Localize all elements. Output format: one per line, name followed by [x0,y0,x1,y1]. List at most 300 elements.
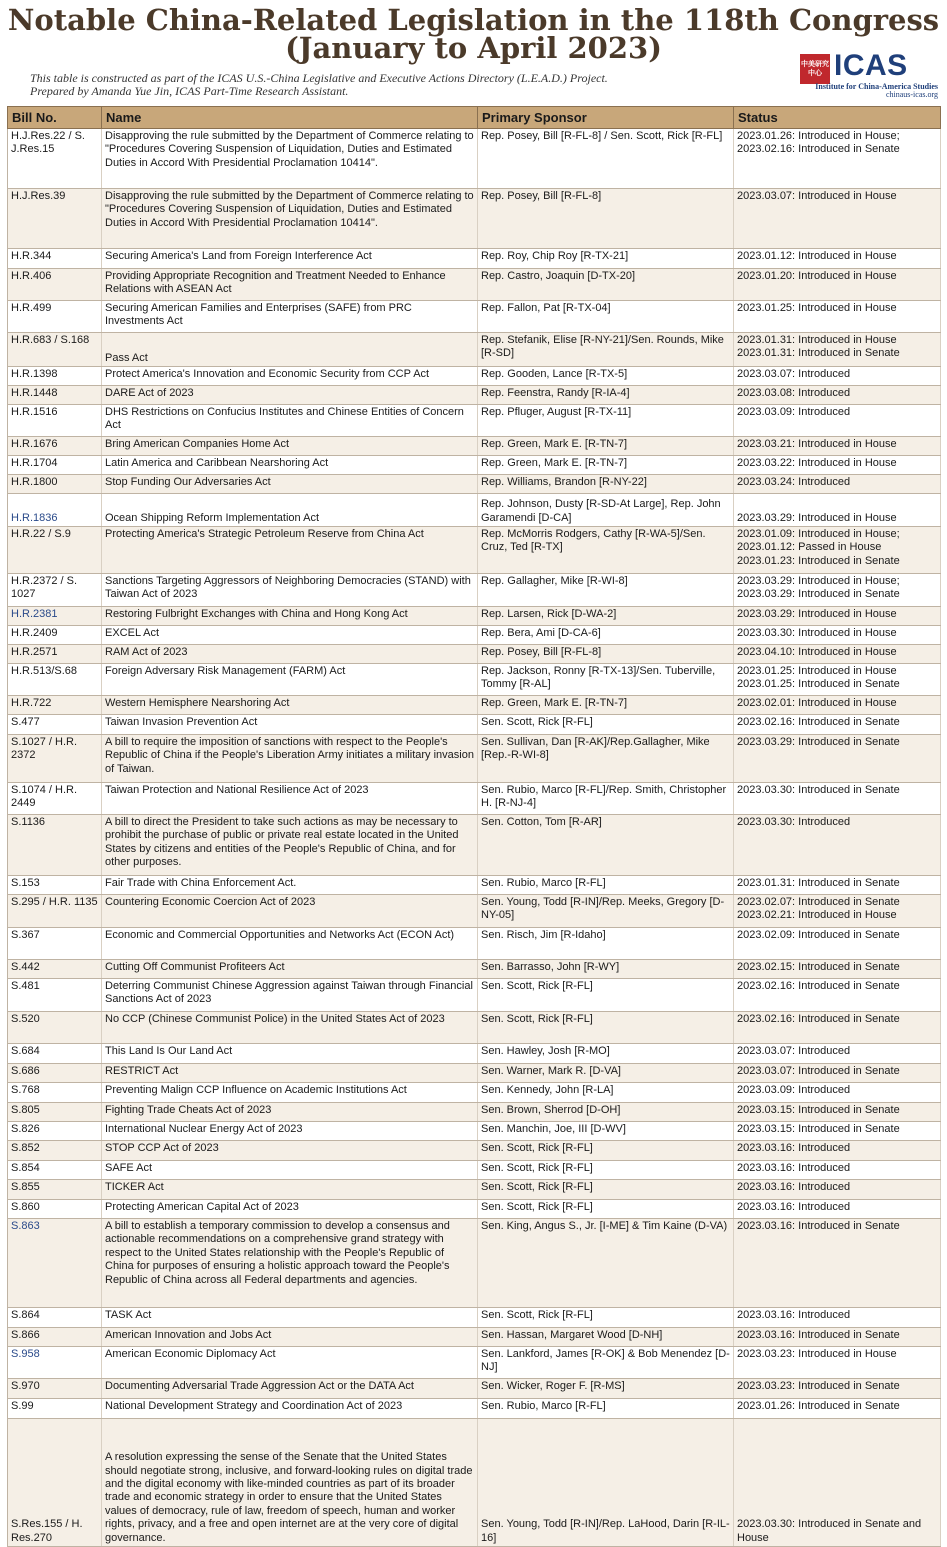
table-row [8,527,941,574]
column-header-primary-sponsor: Primary Sponsor [478,107,734,129]
bill-name-cell: Fair Trade with China Enforcement Act. [102,876,478,895]
sponsor-cell: Rep. Green, Mark E. [R-TN-7] [478,437,734,456]
table-row [8,1200,941,1219]
sponsor-cell: Sen. Kennedy, John [R-LA] [478,1083,734,1103]
column-header-name: Name [102,107,478,129]
status-entry: 2023.03.08: Introduced [737,387,851,399]
bill-number-cell: S.99 [8,1399,102,1419]
status-cell [734,1347,941,1379]
sponsor-cell: Sen. Brown, Sherrod [D-OH] [478,1103,734,1122]
table-row [8,960,941,979]
bill-number-cell: H.R.499 [8,301,102,333]
status-cell [734,301,941,333]
status-entry: 2023.01.25: Introduced in House [737,665,897,677]
table-row [8,301,941,333]
status-entry: 2023.03.24: Introduced [737,476,851,488]
status-cell [734,527,941,574]
sponsor-cell: Sen. Scott, Rick [R-FL] [478,715,734,735]
sponsor-cell: Sen. Hawley, Josh [R-MO] [478,1044,734,1064]
sponsor-cell: Rep. Jackson, Ronny [R-TX-13]/Sen. Tuberville, Tommy [R-AL] [478,664,734,696]
sponsor-cell: Rep. Feenstra, Randy [R-IA-4] [478,386,734,405]
table-row [8,405,941,437]
status-entry: 2023.01.26: Introduced in House; [737,130,900,142]
status-cell [734,386,941,405]
sponsor-cell: Sen. Sullivan, Dan [R-AK]/Rep.Gallagher, Mike [Rep.-R-WI-8] [478,735,734,783]
bill-number-cell: S.295 / H.R. 1135 [8,895,102,928]
status-entry: 2023.02.16: Introduced in Senate [737,1013,900,1025]
table-row [8,437,941,456]
bill-number-cell: S.852 [8,1141,102,1161]
status-entry: 2023.01.31: Introduced in House [737,334,897,346]
bill-name-cell: Taiwan Invasion Prevention Act [102,715,478,735]
sponsor-cell: Rep. Posey, Bill [R-FL-8] / Sen. Scott, Rick [R-FL] [478,129,734,189]
table-row [8,269,941,301]
bill-name-cell: Providing Appropriate Recognition and Treatment Needed to Enhance Relations with ASEAN Act [102,269,478,301]
status-cell [734,783,941,815]
status-entry: 2023.03.15: Introduced in Senate [737,1123,900,1135]
status-entry: 2023.03.07: Introduced [737,1045,851,1057]
table-row [8,1399,941,1419]
status-cell [734,189,941,249]
sponsor-cell: Sen. Rubio, Marco [R-FL] [478,1399,734,1419]
status-entry: 2023.03.21: Introduced in House [737,438,897,450]
bill-name-cell: Fighting Trade Cheats Act of 2023 [102,1103,478,1122]
bill-name-cell: Securing American Families and Enterprises (SAFE) from PRC Investments Act [102,301,478,333]
status-entry: 2023.03.16: Introduced in Senate [737,1220,900,1232]
bill-number-cell: H.R.1836 [8,494,102,527]
status-cell [734,1419,941,1547]
bill-number-cell: S.863 [8,1219,102,1308]
bill-number-cell: H.R.406 [8,269,102,301]
bill-name-cell: A bill to direct the President to take such actions as may be necessary to prohibit the purchase of public or private real estate located in the United States by citizens and entities of the People's Republic of China, and for other purposes. [102,815,478,876]
sponsor-cell: Sen. Scott, Rick [R-FL] [478,1200,734,1219]
table-row [8,645,941,664]
status-entry: 2023.03.23: Introduced in Senate [737,1380,900,1392]
status-entry: 2023.01.25: Introduced in House [737,302,897,314]
table-row [8,494,941,527]
status-entry: 2023.02.01: Introduced in House [737,697,897,709]
bill-number-cell: H.R.1448 [8,386,102,405]
status-cell [734,333,941,367]
bill-name-cell: DHS Restrictions on Confucius Institutes and Chinese Entities of Concern Act [102,405,478,437]
bill-name-cell: A bill to require the imposition of sanctions with respect to the People's Republic of China if the People's Liberation Army initiates a military invasion of Taiwan. [102,735,478,783]
bill-name-cell: American Innovation and Jobs Act [102,1328,478,1347]
column-header-bill-no: Bill No. [8,107,102,129]
bill-number-cell: S.477 [8,715,102,735]
bill-name-cell: Sanctions Targeting Aggressors of Neighboring Democracies (STAND) with Taiwan Act of 2023 [102,574,478,607]
sponsor-cell: Sen. Manchin, Joe, III [D-WV] [478,1122,734,1141]
bill-number-cell: S.684 [8,1044,102,1064]
bill-name-cell: A bill to establish a temporary commission to develop a consensus and actionable recommendations on a comprehensive grand strategy with respect to the United States relationship with the People's Republic of China for purposes of ensuring a holistic approach toward the People's Republic of China across all Federal departments and agencies. [102,1219,478,1308]
table-row [8,1161,941,1180]
bill-number-cell: H.R.513/S.68 [8,664,102,696]
icas-logo-name: ICAS [834,49,908,82]
status-entry: 2023.03.07: Introduced in Senate [737,1065,900,1077]
sponsor-cell: Sen. Scott, Rick [R-FL] [478,1180,734,1200]
status-cell [734,269,941,301]
table-row [8,1328,941,1347]
table-row [8,333,941,367]
sponsor-cell: Sen. Scott, Rick [R-FL] [478,1012,734,1044]
bill-name-cell: Deterring Communist Chinese Aggression against Taiwan through Financial Sanctions Act of 2023 [102,979,478,1012]
title-line-1: Notable China-Related Legislation in the 118th Congress [7,3,940,37]
sponsor-cell: Sen. Barrasso, John [R-WY] [478,960,734,979]
bill-name-cell: TICKER Act [102,1180,478,1200]
status-entry: 2023.01.12: Introduced in House [737,250,897,262]
table-row [8,696,941,715]
bill-number-cell: H.R.22 / S.9 [8,527,102,574]
table-row [8,1308,941,1328]
table-row [8,1219,941,1308]
status-cell [734,960,941,979]
bill-number-cell: H.R.344 [8,249,102,269]
table-row [8,626,941,645]
bill-name-cell: Countering Economic Coercion Act of 2023 [102,895,478,928]
table-row [8,1379,941,1399]
status-cell [734,1141,941,1161]
table-row [8,1012,941,1044]
table-row [8,1347,941,1379]
bill-number-cell: S.1027 / H.R. 2372 [8,735,102,783]
table-row [8,928,941,960]
bill-name-cell: Preventing Malign CCP Influence on Academic Institutions Act [102,1083,478,1103]
status-entry: 2023.02.15: Introduced in Senate [737,961,900,973]
status-cell [734,664,941,696]
bill-name-cell: Economic and Commercial Opportunities and Networks Act (ECON Act) [102,928,478,960]
icas-logo-website: chinaus-icas.org [885,90,938,99]
status-cell [734,1379,941,1399]
table-row [8,715,941,735]
status-entry: 2023.03.15: Introduced in Senate [737,1104,900,1116]
bill-name-cell: STOP CCP Act of 2023 [102,1141,478,1161]
sponsor-cell: Sen. Warner, Mark R. [D-VA] [478,1064,734,1083]
bill-number-cell: H.R.1676 [8,437,102,456]
status-cell [734,437,941,456]
status-entry: 2023.02.21: Introduced in House [737,909,897,922]
bill-name-cell: Western Hemisphere Nearshoring Act [102,696,478,715]
bill-name-cell: Bring American Companies Home Act [102,437,478,456]
bill-number-cell: H.J.Res.39 [8,189,102,249]
status-cell [734,405,941,437]
status-entry: 2023.03.30: Introduced in Senate [737,784,900,796]
sponsor-cell: Rep. Larsen, Rick [D-WA-2] [478,607,734,626]
bill-name-cell: TASK Act [102,1308,478,1328]
bill-name-cell: A resolution expressing the sense of the Senate that the United States should negotiate strong, inclusive, and forward-looking rules on digital trade and the digital economy with like-minded countries as part of its broader trade and economic strategy in order to ensure that the United States values of democracy, rule of law, freedom of speech, human and worker rights, privacy, and a free and open internet are at the very core of digital governance. [102,1419,478,1547]
bill-name-cell: Ocean Shipping Reform Implementation Act [102,494,478,527]
bill-number-cell: H.R.2409 [8,626,102,645]
status-cell [734,475,941,494]
bill-name-cell: EXCEL Act [102,626,478,645]
table-row [8,129,941,189]
table-row [8,1419,941,1547]
bill-name-cell: No CCP (Chinese Communist Police) in the United States Act of 2023 [102,1012,478,1044]
status-entry: 2023.01.20: Introduced in House [737,270,897,282]
bill-name-cell: Disapproving the rule submitted by the Department of Commerce relating to "Procedures Covering Suspension of Liquidation, Duties and Estimated Duties in Accord With Presidential Proclamation 10414". [102,189,478,249]
sponsor-cell: Rep. Gallagher, Mike [R-WI-8] [478,574,734,607]
status-cell [734,574,941,607]
table-row [8,386,941,405]
status-entry: 2023.03.16: Introduced [737,1201,851,1213]
status-entry: 2023.03.29: Introduced in Senate [737,588,900,601]
table-row [8,1141,941,1161]
sponsor-cell: Rep. Johnson, Dusty [R-SD-At Large], Rep. John Garamendi [D-CA] [478,494,734,527]
table-row [8,1122,941,1141]
status-entry: 2023.03.29: Introduced in House [737,511,897,524]
table-row [8,735,941,783]
status-cell [734,1012,941,1044]
sponsor-cell: Rep. Stefanik, Elise [R-NY-21]/Sen. Rounds, Mike [R-SD] [478,333,734,367]
sponsor-cell: Sen. Rubio, Marco [R-FL]/Rep. Smith, Christopher H. [R-NJ-4] [478,783,734,815]
status-cell [734,1328,941,1347]
sponsor-cell: Sen. Young, Todd [R-IN]/Rep. Meeks, Gregory [D-NY-05] [478,895,734,928]
sponsor-cell: Sen. Hassan, Margaret Wood [D-NH] [478,1328,734,1347]
status-cell [734,1308,941,1328]
bill-name-cell: American Economic Diplomacy Act [102,1347,478,1379]
status-entry: 2023.03.16: Introduced [737,1309,851,1321]
table-row [8,475,941,494]
bill-number-cell: S.520 [8,1012,102,1044]
bill-number-cell: S.970 [8,1379,102,1399]
sponsor-cell: Rep. Posey, Bill [R-FL-8] [478,645,734,664]
sponsor-cell: Sen. Scott, Rick [R-FL] [478,1141,734,1161]
bill-number-cell: H.R.722 [8,696,102,715]
bill-name-cell: Protecting American Capital Act of 2023 [102,1200,478,1219]
bill-number-cell: S.367 [8,928,102,960]
status-entry: 2023.01.23: Introduced in Senate [737,554,900,567]
sponsor-cell: Rep. Bera, Ami [D-CA-6] [478,626,734,645]
bill-number-cell: S.854 [8,1161,102,1180]
bill-number-cell: H.R.1704 [8,456,102,475]
bill-number-cell: H.R.1516 [8,405,102,437]
bill-number-cell: H.J.Res.22 / S. J.Res.15 [8,129,102,189]
status-cell [734,1122,941,1141]
status-entry: 2023.03.16: Introduced [737,1162,851,1174]
icas-logo-fullname: Institute for China-America Studies [815,82,938,91]
bill-number-cell: H.R.683 / S.168 [8,333,102,367]
status-entry: 2023.01.25: Introduced in Senate [737,678,900,691]
bill-number-cell: S.826 [8,1122,102,1141]
status-entry: 2023.03.30: Introduced in Senate and House [737,1518,922,1544]
sponsor-cell: Rep. Green, Mark E. [R-TN-7] [478,456,734,475]
bill-number-cell: H.R.2571 [8,645,102,664]
bill-number-cell: S.153 [8,876,102,895]
table-row [8,574,941,607]
status-entry: 2023.01.09: Introduced in House; [737,528,900,540]
bill-number-cell: S.768 [8,1083,102,1103]
bill-number-cell: S.Res.155 / H. Res.270 [8,1419,102,1547]
icas-seal: 中美研究中心 [800,54,830,84]
bill-number-cell: S.481 [8,979,102,1012]
status-entry: 2023.02.16: Introduced in Senate [737,980,900,992]
table-header-row [8,107,941,129]
bill-number-cell: H.R.2372 / S. 1027 [8,574,102,607]
sponsor-cell: Rep. Castro, Joaquin [D-TX-20] [478,269,734,301]
status-entry: 2023.03.22: Introduced in House [737,457,897,469]
sponsor-cell: Sen. Scott, Rick [R-FL] [478,1161,734,1180]
status-entry: 2023.03.29: Introduced in House [737,608,897,620]
sponsor-cell: Sen. Lankford, James [R-OK] & Bob Menendez [D-NJ] [478,1347,734,1379]
bill-name-cell: Latin America and Caribbean Nearshoring Act [102,456,478,475]
sponsor-cell: Rep. Gooden, Lance [R-TX-5] [478,367,734,386]
status-cell [734,1161,941,1180]
subtitle [30,72,750,98]
sponsor-cell: Sen. Scott, Rick [R-FL] [478,979,734,1012]
status-entry: 2023.01.26: Introduced in Senate [737,1400,900,1412]
status-cell [734,815,941,876]
bill-name-cell: Taiwan Protection and National Resilience Act of 2023 [102,783,478,815]
status-cell [734,645,941,664]
sponsor-cell: Rep. Fallon, Pat [R-TX-04] [478,301,734,333]
icas-logo [798,50,938,98]
bill-name-cell: SAFE Act [102,1161,478,1180]
legislation-table [7,106,941,1547]
table-row [8,1180,941,1200]
table-row [8,815,941,876]
status-cell [734,129,941,189]
sponsor-cell: Sen. Risch, Jim [R-Idaho] [478,928,734,960]
bill-number-cell: H.R.2381 [8,607,102,626]
status-cell [734,735,941,783]
table-row [8,1103,941,1122]
table-row [8,1064,941,1083]
status-entry: 2023.01.12: Passed in House [737,541,882,554]
bill-name-cell: Protecting America's Strategic Petroleum Reserve from China Act [102,527,478,574]
bill-number-cell: S.864 [8,1308,102,1328]
bill-number-cell: S.805 [8,1103,102,1122]
status-entry: 2023.03.30: Introduced [737,816,851,828]
table-row [8,367,941,386]
status-cell [734,928,941,960]
bill-number-cell: S.866 [8,1328,102,1347]
sponsor-cell: Rep. McMorris Rodgers, Cathy [R-WA-5]/Sen. Cruz, Ted [R-TX] [478,527,734,574]
status-entry: 2023.03.07: Introduced in House [737,190,897,202]
bill-number-cell: S.1074 / H.R. 2449 [8,783,102,815]
status-entry: 2023.02.16: Introduced in Senate [737,716,900,728]
bill-name-cell: Disapproving the rule submitted by the Department of Commerce relating to "Procedures Covering Suspension of Liquidation, Duties and Estimated Duties in Accord With Presidential Proclamation 10414". [102,129,478,189]
status-entry: 2023.03.30: Introduced in House [737,627,897,639]
status-entry: 2023.03.16: Introduced in Senate [737,1329,900,1341]
status-cell [734,1083,941,1103]
status-entry: 2023.01.31: Introduced in Senate [737,347,900,360]
status-cell [734,979,941,1012]
status-cell [734,895,941,928]
table-row [8,664,941,696]
status-entry: 2023.03.16: Introduced [737,1142,851,1154]
status-entry: 2023.03.09: Introduced [737,1084,851,1096]
status-entry: 2023.03.07: Introduced [737,368,851,380]
status-cell [734,1103,941,1122]
bill-number-cell: S.1136 [8,815,102,876]
table-row [8,783,941,815]
status-cell [734,626,941,645]
status-entry: 2023.02.09: Introduced in Senate [737,929,900,941]
table-row [8,876,941,895]
status-cell [734,715,941,735]
bill-name-cell: RAM Act of 2023 [102,645,478,664]
sponsor-cell: Sen. Young, Todd [R-IN]/Rep. LaHood, Darin [R-IL-16] [478,1419,734,1547]
status-cell [734,456,941,475]
status-cell [734,494,941,527]
status-cell [734,1399,941,1419]
status-cell [734,1064,941,1083]
bill-name-cell: International Nuclear Energy Act of 2023 [102,1122,478,1141]
sponsor-cell: Sen. King, Angus S., Jr. [I-ME] & Tim Kaine (D-VA) [478,1219,734,1308]
status-cell [734,249,941,269]
sponsor-cell: Sen. Wicker, Roger F. [R-MS] [478,1379,734,1399]
status-cell [734,1219,941,1308]
status-cell [734,1044,941,1064]
status-entry: 2023.03.16: Introduced [737,1181,851,1193]
status-entry: 2023.03.23: Introduced in House [737,1348,897,1360]
bill-name-cell: Foreign Adversary Risk Management (FARM) Act [102,664,478,696]
status-cell [734,607,941,626]
bill-name-cell: RESTRICT Act [102,1064,478,1083]
bill-number-cell: H.R.1800 [8,475,102,494]
subtitle-line-2: Prepared by Amanda Yue Jin, ICAS Part-Time Research Assistant. [30,84,349,98]
table-row [8,607,941,626]
status-entry: 2023.01.31: Introduced in Senate [737,877,900,889]
bill-name-cell: Securing America's Land from Foreign Interference Act [102,249,478,269]
sponsor-cell: Sen. Scott, Rick [R-FL] [478,1308,734,1328]
sponsor-cell: Rep. Posey, Bill [R-FL-8] [478,189,734,249]
bill-name-cell: DARE Act of 2023 [102,386,478,405]
bill-name-cell: Cutting Off Communist Profiteers Act [102,960,478,979]
bill-name-cell: Protect America's Innovation and Economic Security from CCP Act [102,367,478,386]
table-row [8,249,941,269]
status-cell [734,876,941,895]
table-row [8,1083,941,1103]
status-cell [734,1200,941,1219]
status-entry: 2023.02.16: Introduced in Senate [737,143,900,156]
bill-name-cell: Pass Act [102,333,478,367]
table-row [8,456,941,475]
table-row [8,1044,941,1064]
subtitle-line-1: This table is constructed as part of the ICAS U.S.-China Legislative and Executive Actions Directory (L.E.A.D.) Project. [30,71,608,85]
status-cell [734,367,941,386]
bill-number-cell: S.860 [8,1200,102,1219]
status-entry: 2023.04.10: Introduced in House [737,646,897,658]
column-header-status: Status [734,107,941,129]
status-entry: 2023.03.29: Introduced in Senate [737,736,900,748]
bill-name-cell: This Land Is Our Land Act [102,1044,478,1064]
bill-number-cell: H.R.1398 [8,367,102,386]
table-body [8,129,941,1547]
status-cell [734,1180,941,1200]
status-cell [734,696,941,715]
bill-name-cell: Documenting Adversarial Trade Aggression Act or the DATA Act [102,1379,478,1399]
bill-number-cell: S.442 [8,960,102,979]
bill-name-cell: Stop Funding Our Adversaries Act [102,475,478,494]
sponsor-cell: Rep. Roy, Chip Roy [R-TX-21] [478,249,734,269]
table-row [8,979,941,1012]
bill-number-cell: S.958 [8,1347,102,1379]
bill-number-cell: S.855 [8,1180,102,1200]
status-entry: 2023.02.07: Introduced in Senate [737,896,900,908]
table-row [8,895,941,928]
title-line-2: (January to April 2023) [285,31,662,65]
sponsor-cell: Rep. Pfluger, August [R-TX-11] [478,405,734,437]
sponsor-cell: Sen. Cotton, Tom [R-AR] [478,815,734,876]
bill-name-cell: Restoring Fulbright Exchanges with China and Hong Kong Act [102,607,478,626]
bill-name-cell: National Development Strategy and Coordination Act of 2023 [102,1399,478,1419]
status-entry: 2023.03.09: Introduced [737,406,851,418]
sponsor-cell: Rep. Green, Mark E. [R-TN-7] [478,696,734,715]
status-entry: 2023.03.29: Introduced in House; [737,575,900,587]
table-row [8,189,941,249]
sponsor-cell: Rep. Williams, Brandon [R-NY-22] [478,475,734,494]
bill-number-cell: S.686 [8,1064,102,1083]
sponsor-cell: Sen. Rubio, Marco [R-FL] [478,876,734,895]
